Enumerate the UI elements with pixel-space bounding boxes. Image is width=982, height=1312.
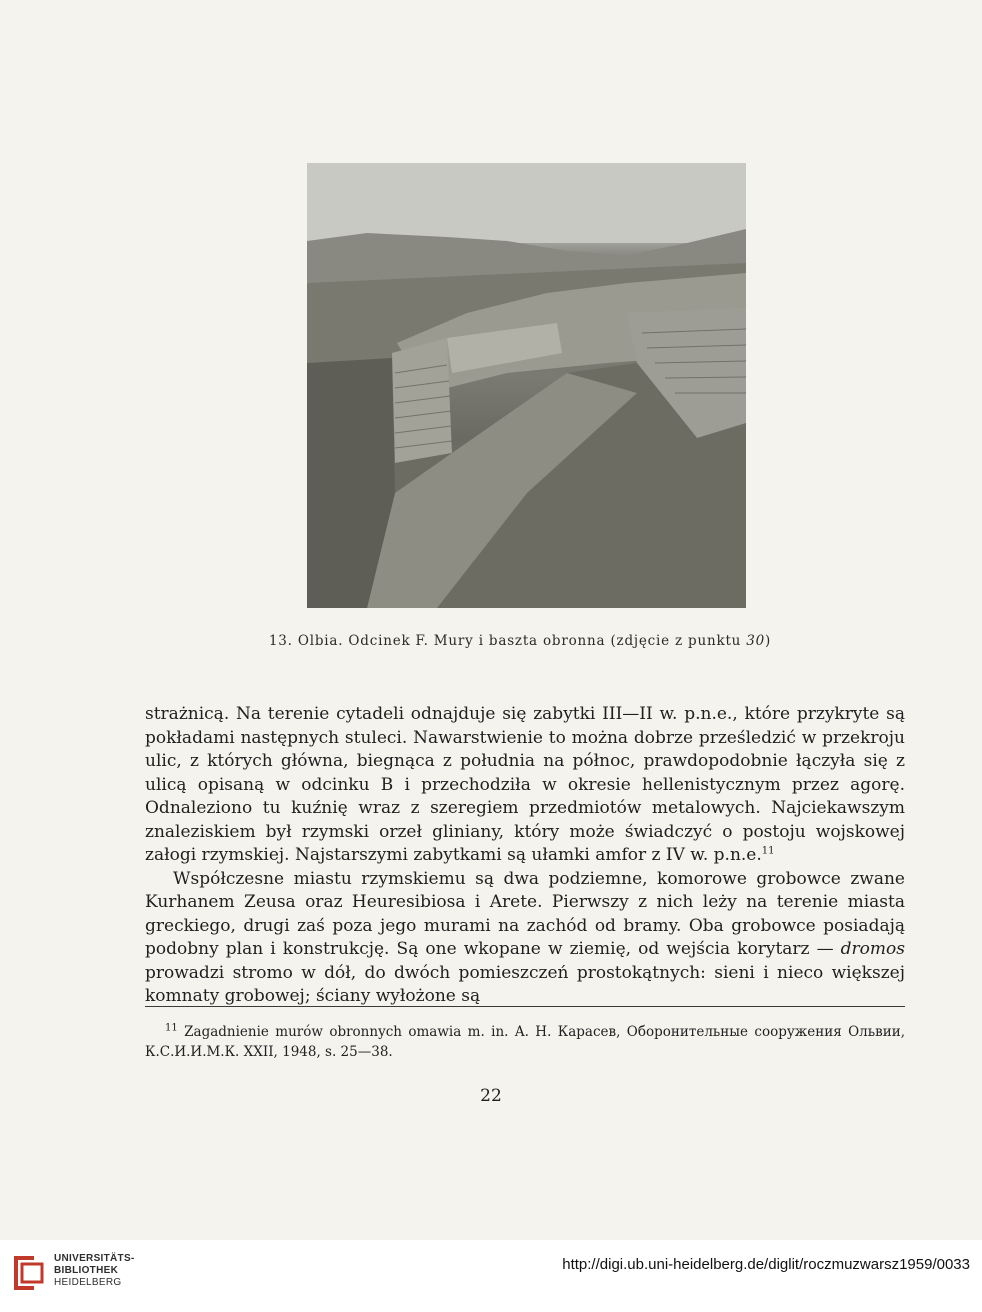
paragraph-1 [145,703,905,868]
footnote-ref: 11 [761,845,775,857]
photo-illustration [307,163,746,608]
body-text [145,703,905,1009]
ruins-photograph [307,163,746,608]
footnote-number: 11 [165,1022,178,1034]
source-url-link[interactable]: http://digi.ub.uni-heidelberg.de/diglit/roczmuzwarsz1959/0033 [562,1256,970,1273]
library-logo-text [54,1253,135,1289]
library-footer [0,1240,982,1312]
caption-close: ) [765,633,772,649]
footnote [145,1022,905,1062]
paragraph-2 [145,868,905,1009]
footnote-text: Zagadnienie murów obronnych omawia m. in. A. H. Карасев, Оборонительные сооружения Ольвии, К.С.И.И.М.К. XXII, 1948, s. 25—38. [145,1024,905,1060]
page-number: 22 [480,1086,502,1106]
footnote-divider [145,1006,905,1007]
logo-line-2: BIBLIOTHEK [54,1265,119,1276]
paragraph-2-text-a: Współczesne miastu rzymskiemu są dwa podziemne, komorowe grobowce zwane Kurhanem Zeusa oraz Heuresibiosa i Arete. Pierwszy z nich leży na terenie miasta greckiego, drugi zaś poza jego murami na zachód od bramy. Oba grobowce posiadają podobny plan i konstrukcję. Są one wkopane w ziemię, od wejścia korytarz — [145,868,905,959]
paragraph-2-italic: dromos [840,939,905,959]
caption-text: 13. Olbia. Odcinek F. Mury i baszta obronna (zdjęcie z punktu [268,633,747,649]
caption-reference: 30 [746,633,766,649]
paragraph-1-text: strażnicą. Na terenie cytadeli odnajduje się zabytki III—II w. p.n.e., które przykryte są pokładami następnych stuleci. Nawarstwienie to można dobrze prześledzić w przekroju ulic, z których główna, biegnąca z południa na północ, prawdopodobnie łączyła się z ulicą opisaną w odcinku B i przechodziła w okresie hellenistycznym przez agorę. Odnaleziono tu kuźnię wraz z szeregiem przedmiotów metalowych. Najciekawszym znaleziskiem był rzymski orzeł gliniany, który może świadczyć o postoju wojskowej załogi rzymskiej. Najstarszymi zabytkami są ułamki amfor z IV w. p.n.e. [145,704,905,865]
library-logo-icon[interactable] [10,1252,46,1294]
figure-caption [120,633,920,649]
logo-line-3: HEIDELBERG [54,1277,122,1288]
paragraph-2-text-b: prowadzi stromo w dół, do dwóch pomieszczeń prostokątnych: sieni i nieco większej komnaty grobowej; ściany wyłożone są [145,962,905,1006]
logo-line-1: UNIVERSITÄTS- [54,1253,135,1264]
